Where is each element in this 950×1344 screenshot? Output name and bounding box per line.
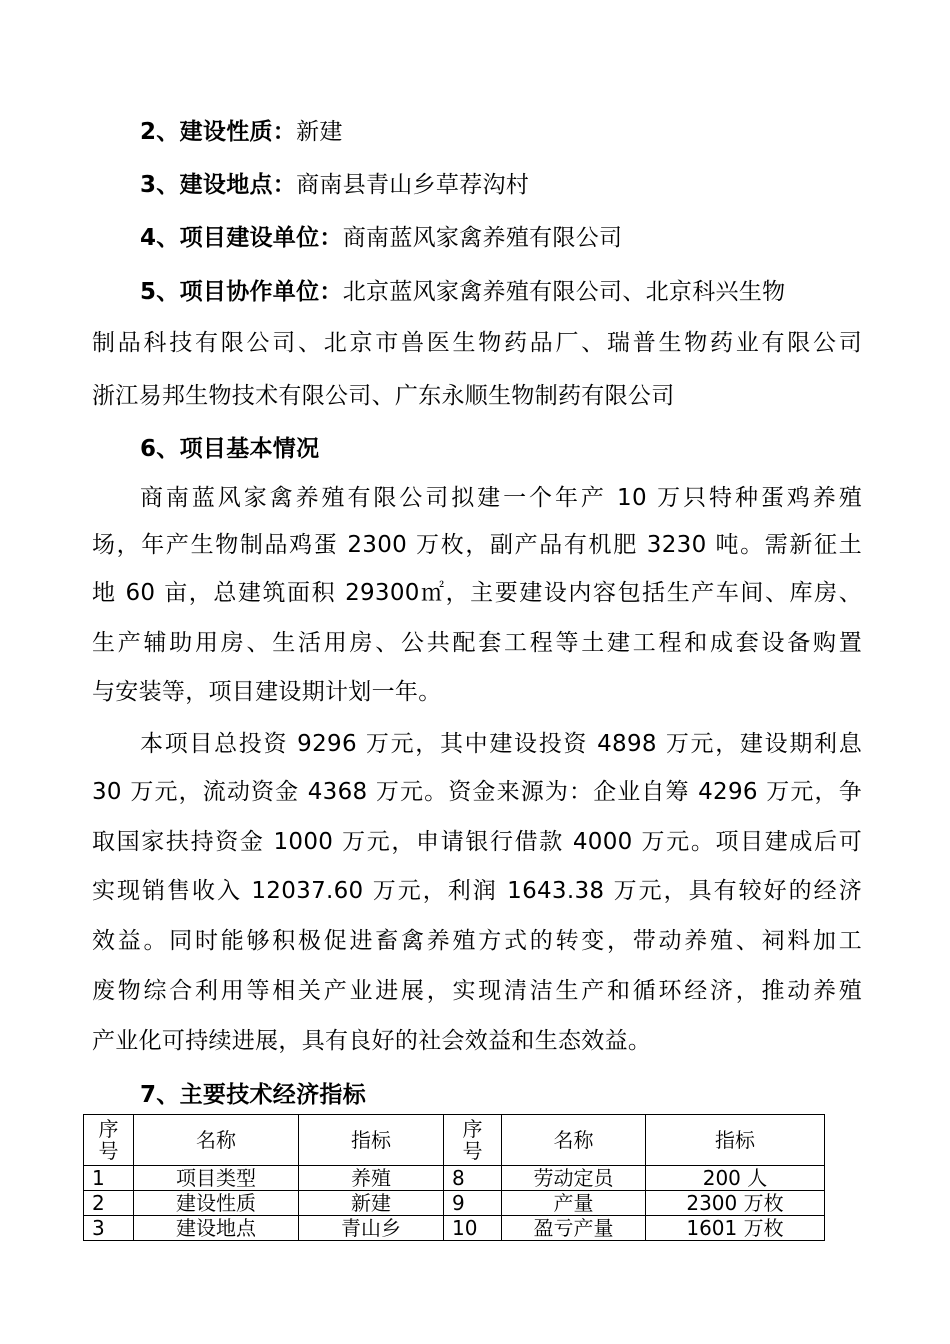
header-indicator: 指标 xyxy=(299,1115,444,1166)
header-seq: 序 号 xyxy=(84,1115,134,1166)
item-label: 3、建设地点： xyxy=(140,172,297,198)
item-value: 商南蓝风家禽养殖有限公司 xyxy=(342,225,623,251)
header-name: 名称 xyxy=(134,1115,299,1166)
paragraph-line: 实现销售收入 12037.60 万元，利润 1643.38 万元，具有较好的经济 xyxy=(92,878,862,904)
header-seq: 序 号 xyxy=(444,1115,502,1166)
cell-value: 养殖 xyxy=(299,1166,444,1191)
table-row xyxy=(84,1216,825,1241)
cell-value: 2300 万枚 xyxy=(646,1191,825,1216)
table-row xyxy=(84,1166,825,1191)
cell-seq: 3 xyxy=(84,1216,134,1241)
cell-name: 产量 xyxy=(502,1191,646,1216)
cell-seq: 2 xyxy=(84,1191,134,1216)
cell-name: 盈亏产量 xyxy=(502,1216,646,1241)
table-header-row xyxy=(84,1115,825,1166)
cooperation-units-line: 制品科技有限公司、北京市兽医生物药品厂、瑞普生物药业有限公司 xyxy=(92,330,862,356)
paragraph-line: 本项目总投资 9296 万元，其中建设投资 4898 万元，建设期利息 xyxy=(140,731,862,757)
paragraph-line: 商南蓝风家禽养殖有限公司拟建一个年产 10 万只特种蛋鸡养殖 xyxy=(140,485,862,511)
header-name: 名称 xyxy=(502,1115,646,1166)
cell-seq: 9 xyxy=(444,1191,502,1216)
cell-name: 劳动定员 xyxy=(502,1166,646,1191)
item-construction-nature xyxy=(140,117,862,147)
table-row xyxy=(84,1191,825,1216)
cell-seq: 10 xyxy=(444,1216,502,1241)
paragraph-line: 废物综合利用等相关产业进展，实现清洁生产和循环经济，推动养殖 xyxy=(92,978,862,1004)
paragraph-line: 30 万元，流动资金 4368 万元。资金来源为：企业自筹 4296 万元，争 xyxy=(92,779,862,805)
cell-value: 青山乡 xyxy=(299,1216,444,1241)
indicators-table xyxy=(83,1114,825,1241)
item-value: 新建 xyxy=(296,119,343,145)
paragraph-line: 与安装等，项目建设期计划一年。 xyxy=(92,679,442,705)
section-heading: 7、主要技术经济指标 xyxy=(140,1082,367,1108)
cell-name: 建设地点 xyxy=(134,1216,299,1241)
paragraph-line: 效益。同时能够积极促进畜禽养殖方式的转变，带动养殖、祠料加工 xyxy=(92,928,862,954)
cell-value: 新建 xyxy=(299,1191,444,1216)
cell-name: 项目类型 xyxy=(134,1166,299,1191)
paragraph-line: 产业化可持续进展，具有良好的社会效益和生态效益。 xyxy=(92,1028,652,1054)
item-label: 4、项目建设单位： xyxy=(140,225,343,251)
section-heading: 6、项目基本情况 xyxy=(140,436,320,462)
paragraph-line: 生产辅助用房、生活用房、公共配套工程等土建工程和成套设备购置 xyxy=(92,630,862,656)
cooperation-units-line: 浙江易邦生物技术有限公司、广东永顺生物制药有限公司 xyxy=(92,383,675,409)
item-cooperation-units xyxy=(140,277,862,307)
paragraph-line: 场，年产生物制品鸡蛋 2300 万枚，副产品有机肥 3230 吨。需新征土 xyxy=(92,532,862,558)
item-label: 5、项目协作单位： xyxy=(140,279,343,305)
item-construction-unit xyxy=(140,223,862,253)
cell-value: 200 人 xyxy=(646,1166,825,1191)
cell-seq: 1 xyxy=(84,1166,134,1191)
item-value: 北京蓝风家禽养殖有限公司、北京科兴生物 xyxy=(342,279,786,305)
paragraph-line: 地 60 亩，总建筑面积 29300㎡，主要建设内容包括生产车间、库房、 xyxy=(92,580,862,606)
item-label: 2、建设性质： xyxy=(140,119,297,145)
cell-name: 建设性质 xyxy=(134,1191,299,1216)
item-value: 商南县青山乡草荐沟村 xyxy=(296,172,530,198)
cell-seq: 8 xyxy=(444,1166,502,1191)
cell-value: 1601 万枚 xyxy=(646,1216,825,1241)
paragraph-line: 取国家扶持资金 1000 万元，申请银行借款 4000 万元。项目建成后可 xyxy=(92,829,862,855)
header-indicator: 指标 xyxy=(646,1115,825,1166)
item-construction-site xyxy=(140,170,862,200)
